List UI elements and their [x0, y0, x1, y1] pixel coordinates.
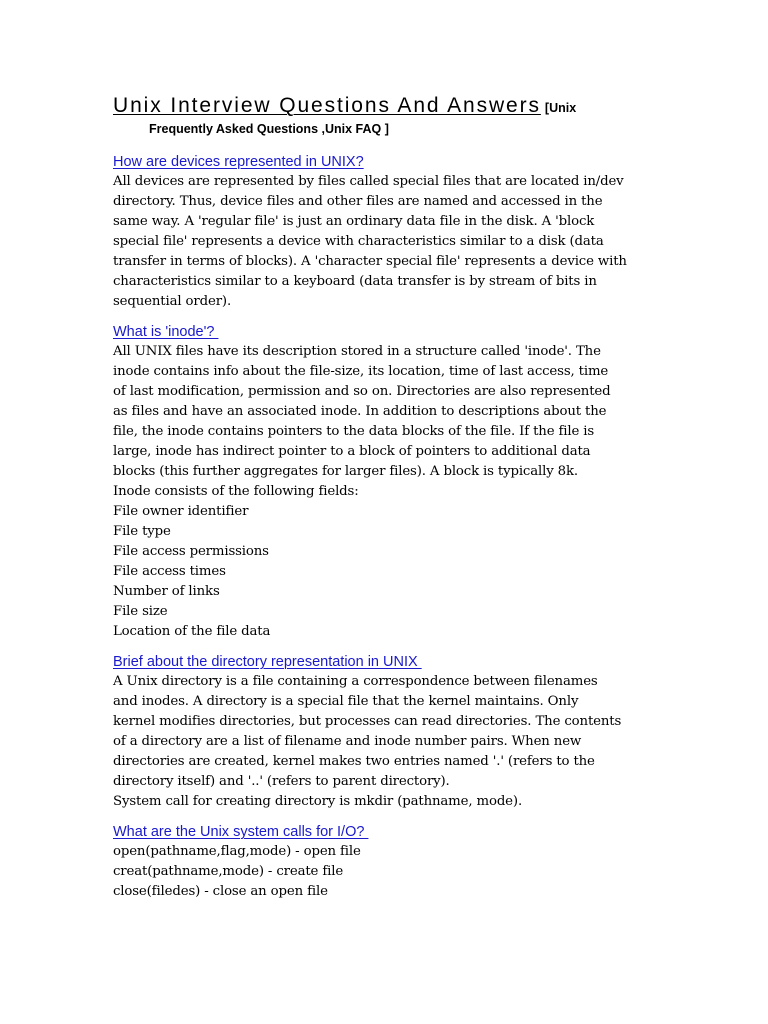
title-row	[113, 92, 658, 122]
list-item: File access times	[113, 564, 226, 579]
answer-line: blocks (this further aggregates for larger files). A block is typically 8k.	[113, 464, 578, 479]
answer-line: All UNIX files have its description stored in a structure called 'inode'. The	[113, 344, 601, 359]
answer-line: file, the inode contains pointers to the data blocks of the file. If the file is	[113, 424, 595, 439]
answer-line: transfer in terms of blocks). A 'character special file' represents a device with	[113, 254, 627, 269]
answer-line: sequential order).	[113, 294, 232, 309]
answer-line: open(pathname,flag,mode) - open file	[113, 844, 361, 859]
answer-line: characteristics similar to a keyboard (data transfer is by stream of bits in	[113, 274, 597, 289]
answer-line: kernel modifies directories, but processes can read directories. The contents	[113, 714, 622, 729]
list-item: File owner identifier	[113, 504, 249, 519]
list-item: Location of the file data	[113, 624, 271, 639]
answer-line: inode contains info about the file-size, its location, time of last access, time	[113, 364, 609, 379]
list-item: File size	[113, 604, 168, 619]
answer-line: same way. A 'regular file' is just an ordinary data file in the disk. A 'block	[113, 214, 595, 229]
answer-line: and inodes. A directory is a special file that the kernel maintains. Only	[113, 694, 579, 709]
answer-line: directory itself) and '..' (refers to parent directory).	[113, 774, 450, 789]
list-item: File access permissions	[113, 544, 269, 559]
answer-line: of a directory are a list of filename and inode number pairs. When new	[113, 734, 582, 749]
document-title: Unix Interview Questions And Answers	[113, 94, 541, 117]
answer-paragraph	[113, 342, 658, 642]
answer-line: Inode consists of the following fields:	[113, 484, 359, 499]
answer-line: All devices are represented by files called special files that are located in/dev	[113, 174, 624, 189]
answer-line: System call for creating directory is mkdir (pathname, mode).	[113, 794, 523, 809]
answer-line: directories are created, kernel makes two entries named '.' (refers to the	[113, 754, 595, 769]
document-subtitle: Frequently Asked Questions ,Unix FAQ ]	[149, 122, 389, 136]
document-page	[113, 92, 658, 902]
answer-line: directory. Thus, device files and other files are named and accessed in the	[113, 194, 603, 209]
answer-paragraph	[113, 842, 658, 902]
list-item: File type	[113, 524, 171, 539]
question-heading: What are the Unix system calls for I/O?	[113, 824, 369, 840]
answer-line: special file' represents a device with characteristics similar to a disk (data	[113, 234, 604, 249]
answer-line: large, inode has indirect pointer to a block of pointers to additional data	[113, 444, 591, 459]
answer-line: as files and have an associated inode. In addition to descriptions about the	[113, 404, 607, 419]
title-tag: [Unix	[544, 101, 577, 115]
answer-line: close(filedes) - close an open file	[113, 884, 328, 899]
answer-line: creat(pathname,mode) - create file	[113, 864, 344, 879]
list-item: Number of links	[113, 584, 220, 599]
question-heading: How are devices represented in UNIX?	[113, 154, 364, 170]
answer-line: of last modification, permission and so on. Directories are also represented	[113, 384, 611, 399]
question-heading: What is 'inode'?	[113, 324, 219, 340]
answer-line: A Unix directory is a file containing a correspondence between filenames	[113, 674, 598, 689]
question-heading: Brief about the directory representation in UNIX	[113, 654, 422, 670]
answer-paragraph	[113, 672, 658, 812]
answer-paragraph	[113, 172, 658, 312]
